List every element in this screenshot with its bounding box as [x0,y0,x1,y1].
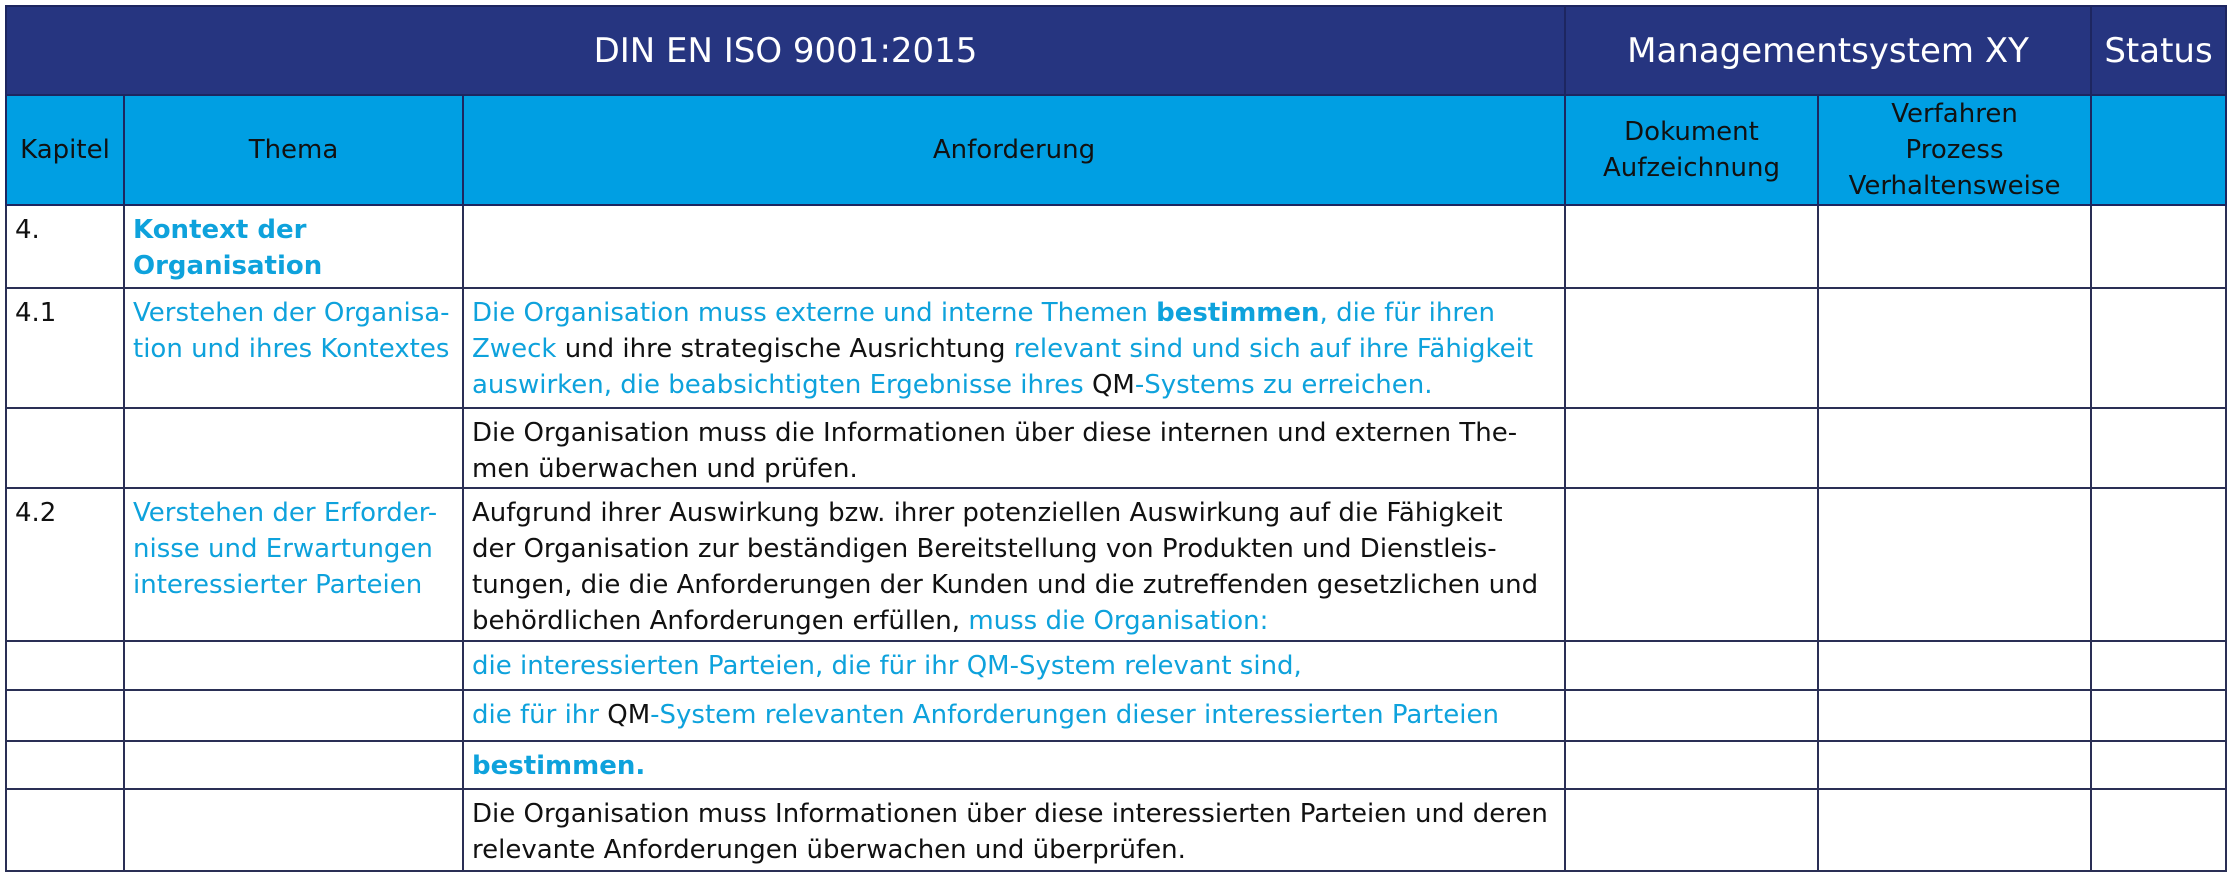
table-row [6,690,2226,741]
text-span: Die Organisation muss externe und interne Themen [472,298,1157,328]
kapitel-cell: 4. [15,215,40,245]
requirements-table [5,5,2227,872]
col-status [2091,95,2226,205]
anforderung-line: tungen, die die Anforderungen der Kunden und die zutreffenden gesetzlichen und [472,570,1539,600]
col-kapitel: Kapitel [6,95,124,205]
text-span: relevant sind und sich auf ihre Fähigkeit [1013,334,1534,364]
anforderung-line [472,367,1556,403]
table-row [6,641,2226,690]
table-row [6,205,2226,288]
text-span: , die für ihren [1319,298,1495,328]
anforderung-cell [464,409,1564,487]
thema-line: nisse und Erwartungen [133,534,433,564]
thema-line: tion und ihres Kontextes [133,334,450,364]
anforderung-cell [464,691,1564,733]
system-title: Managementsystem XY [1565,6,2091,95]
col-verfahren-line: Prozess [1905,135,2004,165]
col-verfahren [1818,95,2091,205]
anforderung-line [472,331,1556,367]
text-span: Zweck [472,334,557,364]
column-header-row [6,95,2226,205]
text-span: bestimmen [1156,298,1320,328]
text-span: und ihre strategische Ausrichtung [556,334,1014,364]
anforderung-line: der Organisation zur beständigen Bereitstellung von Produkten und Dienstleis- [472,534,1497,564]
anforderung-line: Die Organisation muss die Informationen über diese internen und externen The- [472,418,1518,448]
text-span: -System relevanten Anforderungen dieser interessierten Parteien [650,700,1499,730]
thema-cell [125,289,462,367]
col-thema: Thema [124,95,463,205]
anforderung-line [472,603,1556,639]
text-span: die für ihr [472,700,608,730]
text-span: -Systems zu erreichen. [1134,370,1433,400]
anforderung-line: men überwachen und prüfen. [472,454,858,484]
text-span: behördlichen Anforderungen erfüllen, [472,606,969,636]
col-verfahren-line: Verhaltensweise [1848,171,2061,201]
col-dokument [1565,95,1818,205]
table-row [6,488,2226,641]
anforderung-line: Die Organisation muss Informationen über diese interessierten Parteien und deren [472,799,1548,829]
col-anforderung: Anforderung [463,95,1565,205]
kapitel-cell: 4.1 [15,298,57,328]
thema-cell [125,206,462,284]
text-span: QM [1091,370,1135,400]
thema-line: Kontext der [133,215,307,245]
col-dokument-line: Aufzeichnung [1603,153,1780,183]
thema-line: interessierter Parteien [133,570,423,600]
text-span: muss die Organisation: [968,606,1269,636]
anforderung-cell: die interessierten Parteien, die für ihr QM-System relevant sind, [472,651,1302,681]
anforderung-cell [464,489,1564,639]
text-span: auswirken, die beabsichtigten Ergebnisse ihres [472,370,1092,400]
table-row [6,789,2226,871]
table-row [6,288,2226,408]
thema-cell [125,489,462,603]
anforderung-cell [464,289,1564,403]
status-title: Status [2091,6,2226,95]
anforderung-line [472,295,1556,331]
norm-title: DIN EN ISO 9001:2015 [6,6,1565,95]
anforderung-line: relevante Anforderungen überwachen und überprüfen. [472,835,1186,865]
text-span: QM [607,700,651,730]
thema-line: Verstehen der Erforder- [133,498,438,528]
table-row [6,408,2226,488]
col-dokument-line: Dokument [1624,117,1759,147]
anforderung-cell: bestimmen. [472,751,646,781]
kapitel-cell: 4.2 [15,498,57,528]
thema-line: Verstehen der Organisa- [133,298,450,328]
table-row [6,741,2226,789]
title-bar [6,6,2226,95]
anforderung-line: Aufgrund ihrer Auswirkung bzw. ihrer potenziellen Auswirkung auf die Fähigkeit [472,498,1503,528]
thema-line: Organisation [133,251,323,281]
col-verfahren-line: Verfahren [1891,99,2018,129]
anforderung-cell [464,790,1564,868]
